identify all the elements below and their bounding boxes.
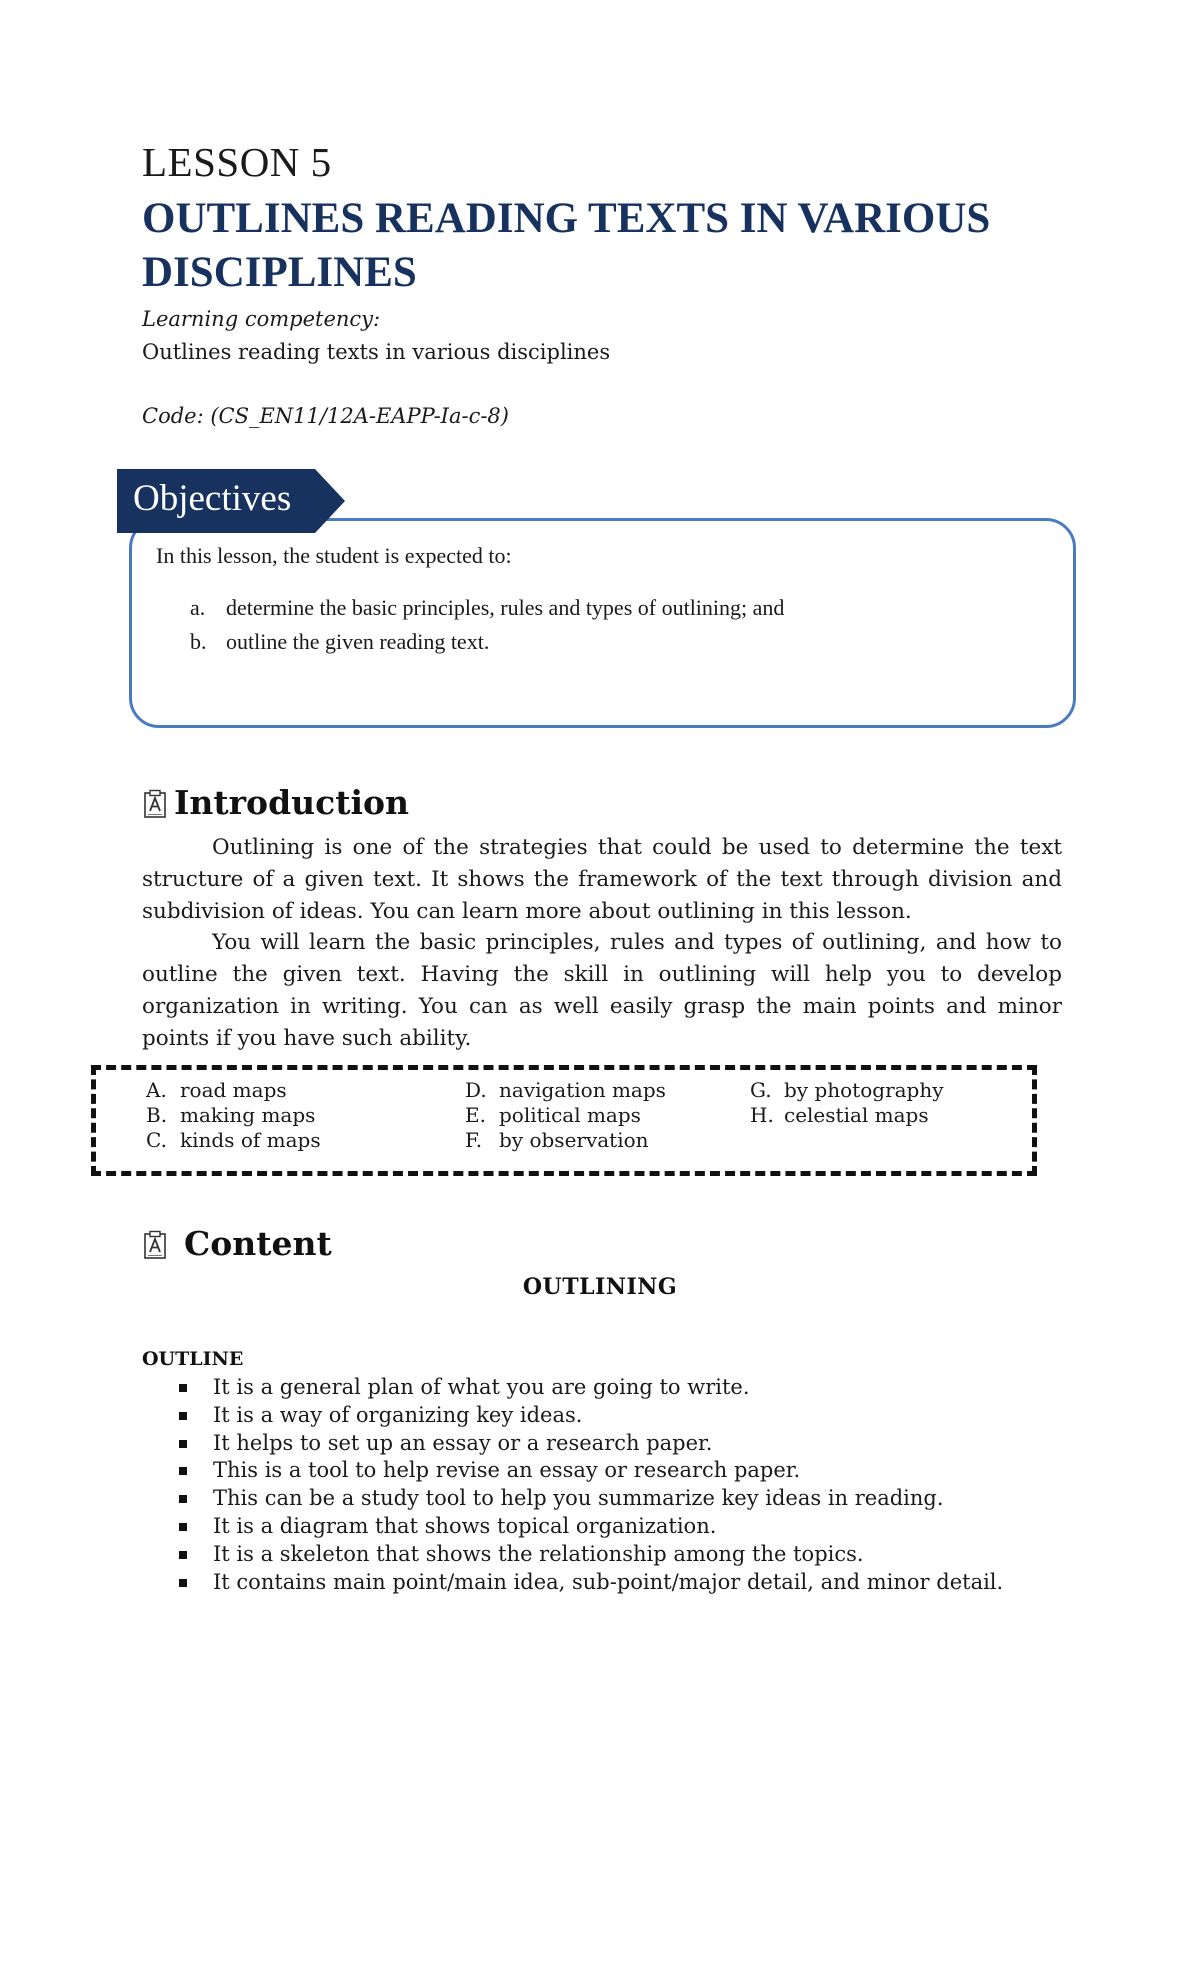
list-item [142, 1457, 1062, 1485]
list-item-text: It is a diagram that shows topical organization. [213, 1513, 717, 1538]
introduction-paragraph: You will learn the basic principles, rules and types of outlining, and how to outline the given text. Having the skill in outlining will help you to develop organization in writing. You can as well easily grasp the main points and minor points if you have such ability. [142, 930, 1062, 1051]
choice-item [146, 1078, 287, 1102]
document-a-icon [142, 1229, 168, 1259]
choice-text: road maps [180, 1078, 287, 1102]
objective-letter: a. [190, 595, 206, 620]
square-bullet-icon [179, 1579, 187, 1587]
list-item [142, 1402, 1062, 1430]
choice-item [146, 1128, 321, 1152]
list-item [142, 1541, 1062, 1569]
square-bullet-icon [179, 1384, 187, 1392]
square-bullet-icon [179, 1495, 187, 1503]
square-bullet-icon [179, 1467, 187, 1475]
objective-item [190, 629, 784, 663]
objective-text: determine the basic principles, rules and types of outlining; and [226, 595, 785, 620]
choice-letter: F. [465, 1128, 483, 1152]
choice-text: political maps [499, 1103, 641, 1127]
list-item-text: It helps to set up an essay or a research paper. [213, 1430, 713, 1455]
document-a-icon [142, 788, 168, 818]
objectives-banner-label: Objectives [133, 478, 292, 519]
outline-label: OUTLINE [142, 1348, 244, 1370]
list-item [142, 1513, 1062, 1541]
introduction-heading [142, 783, 409, 822]
objective-text: outline the given reading text. [226, 629, 490, 654]
objectives-banner [117, 469, 345, 533]
introduction-paragraph: Outlining is one of the strategies that could be used to determine the text structure of a given text. It shows the framework of the text through division and subdivision of ideas. You can learn more about outlining in this lesson. [142, 835, 1062, 924]
objectives-intro: In this lesson, the student is expected to: [156, 543, 512, 568]
list-item [142, 1374, 1062, 1402]
choice-item [750, 1078, 944, 1102]
lesson-title: OUTLINES READING TEXTS IN VARIOUS DISCIPLINES [142, 195, 991, 296]
choice-text: celestial maps [784, 1103, 929, 1127]
competency-label: Learning competency: [142, 307, 381, 331]
content-heading-text: Content [184, 1224, 332, 1263]
square-bullet-icon [179, 1412, 187, 1420]
choice-letter: A. [146, 1078, 167, 1102]
list-item-text: It is a general plan of what you are going to write. [213, 1375, 750, 1399]
choice-item [146, 1103, 315, 1127]
choice-text: by observation [499, 1128, 649, 1152]
list-item-text: It contains main point/main idea, sub-point/major detail, and minor detail. [213, 1569, 1004, 1594]
competency-code: Code: (CS_EN11/12A-EAPP-Ia-c-8) [142, 404, 509, 428]
choice-text: kinds of maps [180, 1128, 321, 1152]
choice-letter: G. [750, 1078, 772, 1102]
choice-letter: E. [465, 1103, 486, 1127]
choice-text: navigation maps [499, 1078, 666, 1102]
outline-list [142, 1374, 1062, 1596]
square-bullet-icon [179, 1523, 187, 1531]
choice-letter: C. [146, 1128, 167, 1152]
content-heading [142, 1224, 332, 1263]
outlining-title: OUTLINING [522, 1274, 678, 1300]
square-bullet-icon [179, 1440, 187, 1448]
choice-letter: D. [465, 1078, 487, 1102]
competency-text: Outlines reading texts in various disciplines [142, 340, 611, 364]
introduction-heading-text: Introduction [174, 783, 410, 822]
list-item [142, 1485, 1062, 1513]
choice-item [465, 1103, 641, 1127]
objective-letter: b. [190, 629, 207, 654]
choice-item [750, 1103, 929, 1127]
list-item-text: This can be a study tool to help you summarize key ideas in reading. [213, 1486, 944, 1511]
lesson-number: LESSON 5 [142, 139, 332, 185]
introduction-body [142, 832, 1062, 1055]
choice-item [465, 1128, 649, 1152]
choice-letter: H. [750, 1103, 774, 1127]
choice-text: by photography [784, 1078, 944, 1102]
choice-item [465, 1078, 666, 1102]
square-bullet-icon [179, 1551, 187, 1559]
list-item [142, 1430, 1062, 1458]
list-item-text: This is a tool to help revise an essay or research paper. [213, 1458, 801, 1483]
list-item-text: It is a skeleton that shows the relationship among the topics. [213, 1541, 864, 1566]
list-item [142, 1569, 1062, 1597]
objectives-list [190, 595, 784, 663]
choice-letter: B. [146, 1103, 168, 1127]
objective-item [190, 595, 784, 629]
choice-text: making maps [180, 1103, 316, 1127]
list-item-text: It is a way of organizing key ideas. [213, 1402, 583, 1427]
